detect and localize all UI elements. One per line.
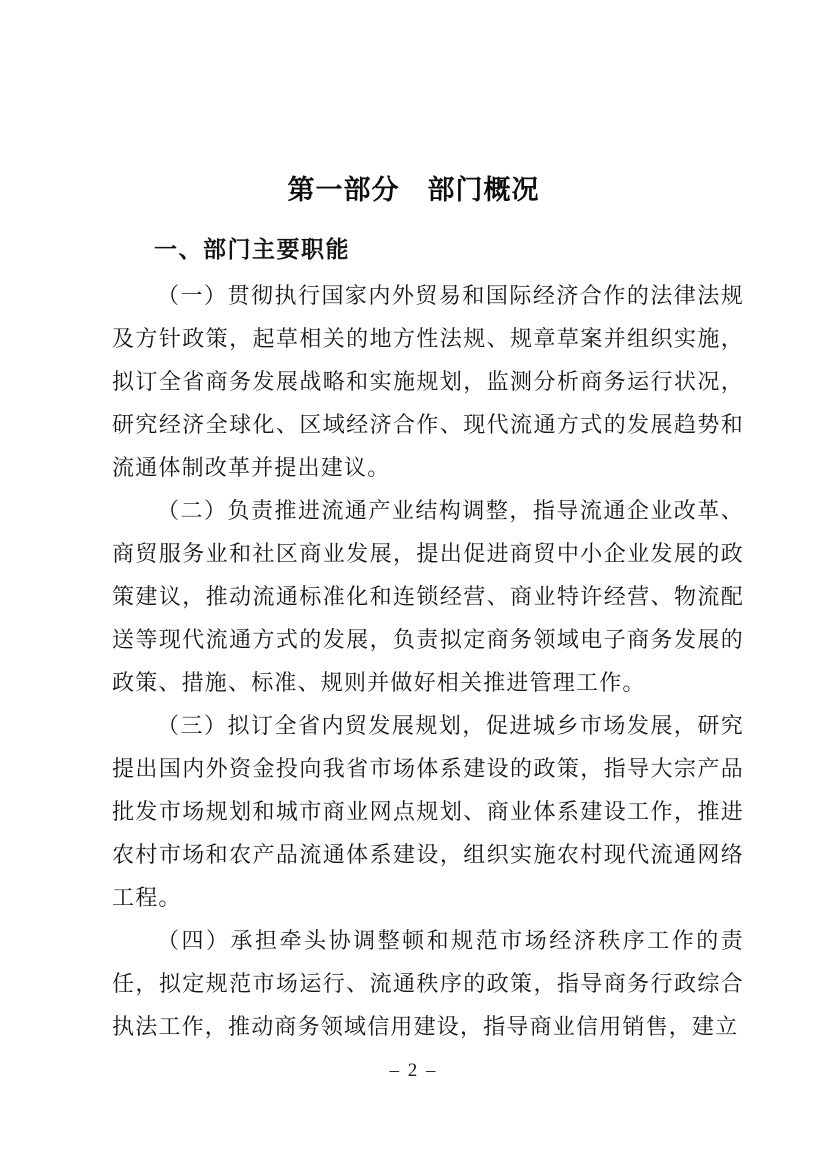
paragraph-2: （二）负责推进流通产业结构调整，指导流通企业改革、商贸服务业和社区商业发展，提出促进商贸中小企业发展的政策建议，推动流通标准化和连锁经营、商业特许经营、物流配送等现代流通方式的发展，负责拟定商务领域电子商务发展的政策、措施、标准、规则并做好相关推进管理工作。 [112,498,744,695]
paragraph-1: （一）贯彻执行国家内外贸易和国际经济合作的法律法规及方针政策，起草相关的地方性法规、规章草案并组织实施，拟订全省商务发展战略和实施规划，监测分析商务运行状况，研究经济全球化、区域经济合作、现代流通方式的发展趋势和流通体制改革并提出建议。 [112,283,744,480]
page-number: – 2 – [389,1060,438,1081]
section-heading: 一、部门主要职能 [154,236,350,262]
document-body [112,274,744,1048]
document-title: 第一部分 部门概况 [287,175,540,205]
paragraph-4: （四）承担牵头协调整顿和规范市场经济秩序工作的责任，拟定规范市场运行、流通秩序的政策，指导商务行政综合执法工作，推动商务领域信用建设，指导商业信用销售，建立 [112,928,744,1039]
paragraph-3: （三）拟订全省内贸发展规划，促进城乡市场发展，研究提出国内外资金投向我省市场体系建设的政策，指导大宗产品批发市场规划和城市商业网点规划、商业体系建设工作，推进农村市场和农产品流通体系建设，组织实施农村现代流通网络工程。 [112,713,744,910]
